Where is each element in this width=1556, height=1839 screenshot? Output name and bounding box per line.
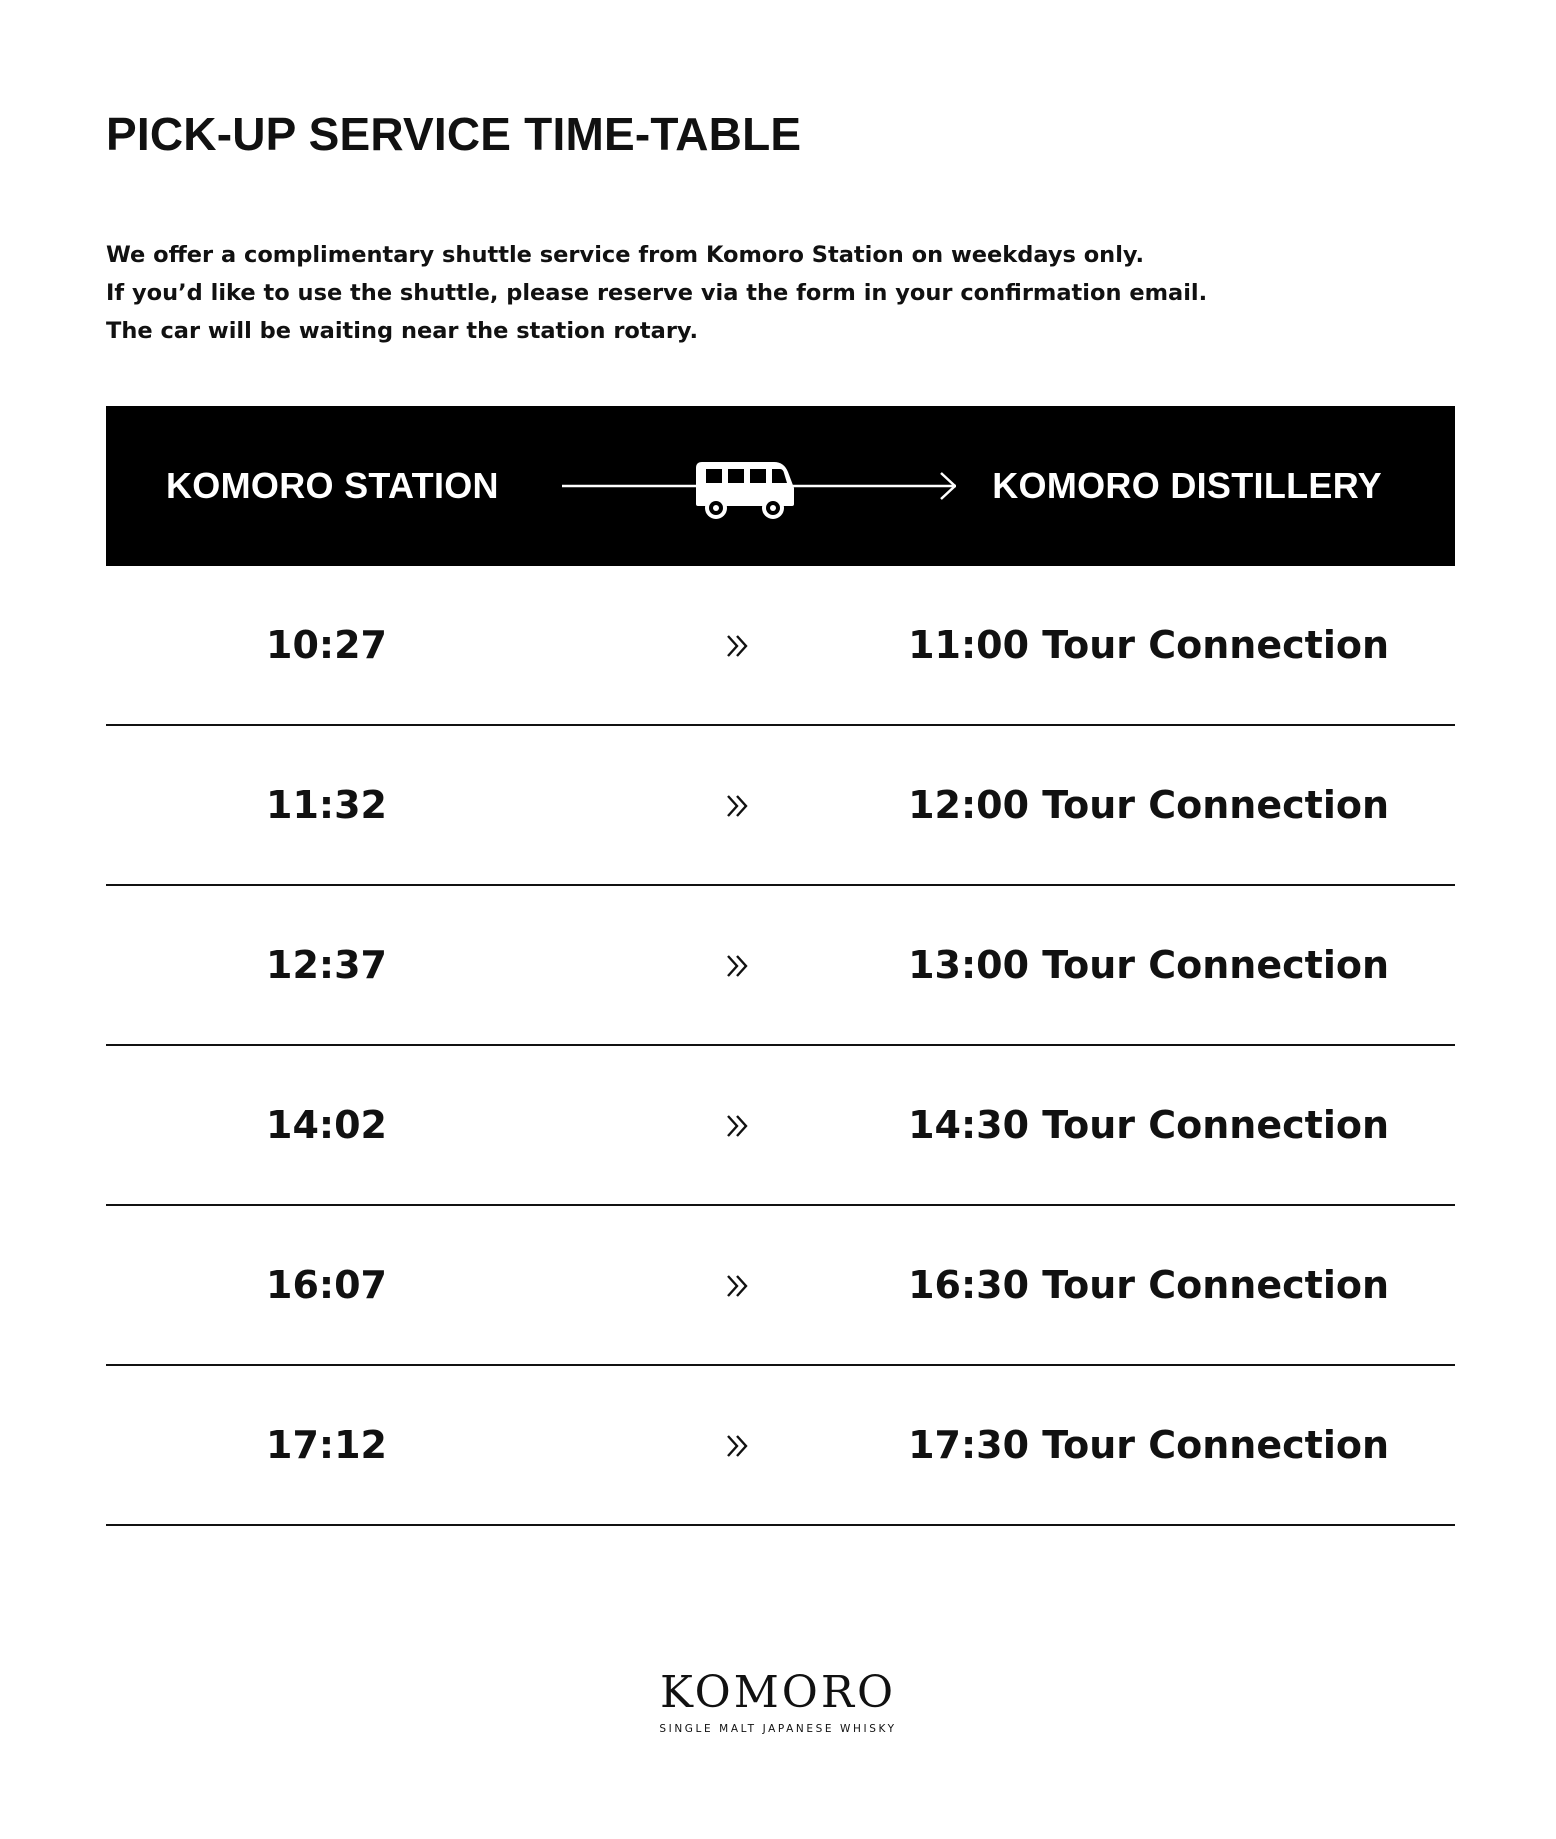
table-row: [106, 726, 1455, 886]
brand-tagline: SINGLE MALT JAPANESE WHISKY: [659, 1723, 897, 1735]
double-chevron-right-icon: [724, 1272, 752, 1300]
double-chevron-right-icon: [724, 792, 752, 820]
page-title: PICK-UP SERVICE TIME-TABLE: [106, 108, 802, 160]
arrival-connection: 14:30 Tour Connection: [908, 1103, 1389, 1147]
table-row: [106, 566, 1455, 726]
double-chevron-right-icon: [724, 632, 752, 660]
departure-time: 16:07: [266, 1263, 387, 1307]
table-row: [106, 1206, 1455, 1366]
bus-icon: [696, 462, 794, 519]
arrival-connection: 13:00 Tour Connection: [908, 943, 1389, 987]
departure-time: 11:32: [266, 783, 387, 827]
double-chevron-right-icon: [724, 1112, 752, 1140]
intro-text: [106, 236, 1406, 350]
route-destination: KOMORO DISTILLERY: [992, 465, 1382, 506]
intro-line: The car will be waiting near the station rotary.: [106, 318, 699, 344]
double-chevron-right-icon: [724, 1432, 752, 1460]
arrival-connection: 11:00 Tour Connection: [908, 623, 1389, 667]
double-chevron-right-icon: [724, 952, 752, 980]
route-graphic: [556, 446, 956, 526]
table-row: [106, 1366, 1455, 1526]
arrival-connection: 12:00 Tour Connection: [908, 783, 1389, 827]
departure-time: 10:27: [266, 623, 387, 667]
table-row: [106, 1046, 1455, 1206]
brand-name: KOMORO: [659, 1667, 897, 1718]
route-header: [106, 406, 1455, 566]
table-row: [106, 886, 1455, 1046]
timetable: [106, 566, 1455, 1526]
departure-time: 17:12: [266, 1423, 387, 1467]
intro-line: If you’d like to use the shuttle, please reserve via the form in your confirmation email.: [106, 280, 1208, 306]
brand-logo: [0, 1668, 1556, 1736]
intro-line: We offer a complimentary shuttle service from Komoro Station on weekdays only.: [106, 242, 1145, 268]
arrival-connection: 16:30 Tour Connection: [908, 1263, 1389, 1307]
departure-time: 14:02: [266, 1103, 387, 1147]
departure-time: 12:37: [266, 943, 387, 987]
route-origin: KOMORO STATION: [166, 465, 499, 506]
arrival-connection: 17:30 Tour Connection: [908, 1423, 1389, 1467]
